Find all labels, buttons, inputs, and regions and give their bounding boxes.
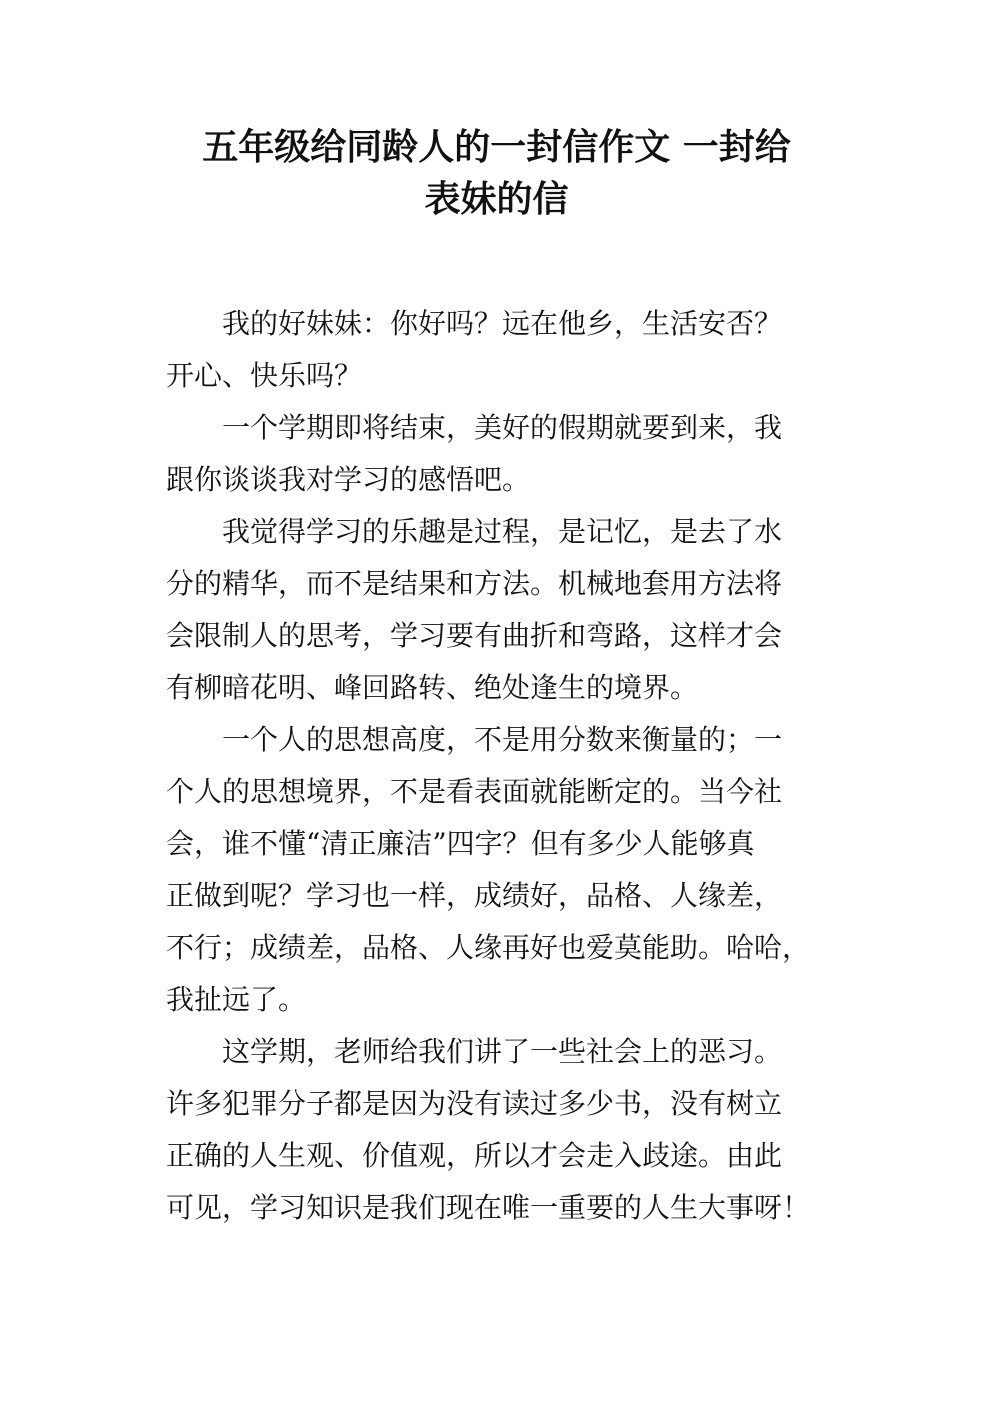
paragraph bbox=[166, 714, 830, 1026]
document-title bbox=[150, 122, 843, 226]
text-line: 不行；成绩差，品格、人缘再好也爱莫能助。哈哈， bbox=[166, 931, 811, 964]
text-line: 正做到呢？学习也一样，成绩好，品格、人缘差， bbox=[166, 879, 783, 912]
text-line: 跟你谈谈我对学习的感悟吧。 bbox=[166, 463, 531, 496]
title-line: 表妹的信 bbox=[424, 179, 569, 220]
text-line: 会，谁不懂“清正廉洁”四字？但有多少人能够真 bbox=[166, 827, 755, 860]
text-line: 我的好妹妹：你好吗？远在他乡，生活安否？ bbox=[222, 307, 783, 340]
letter-body bbox=[166, 298, 830, 1234]
text-line: 开心、快乐吗？ bbox=[166, 359, 363, 392]
text-line: 这学期，老师给我们讲了一些社会上的恶习。 bbox=[222, 1035, 783, 1068]
paragraph bbox=[166, 1026, 830, 1234]
text-line: 会限制人的思考，学习要有曲折和弯路，这样才会 bbox=[166, 619, 783, 652]
text-line: 正确的人生观、价值观，所以才会走入歧途。由此 bbox=[166, 1139, 783, 1172]
text-line: 可见，学习知识是我们现在唯一重要的人生大事呀！ bbox=[166, 1191, 811, 1224]
text-line: 分的精华，而不是结果和方法。机械地套用方法将 bbox=[166, 567, 783, 600]
text-line: 个人的思想境界，不是看表面就能断定的。当今社 bbox=[166, 775, 783, 808]
paragraph bbox=[166, 402, 830, 506]
text-line: 我扯远了。 bbox=[166, 983, 307, 1016]
paragraph bbox=[166, 298, 830, 402]
paragraph bbox=[166, 506, 830, 714]
text-line: 一个学期即将结束，美好的假期就要到来，我 bbox=[222, 411, 783, 444]
text-line: 有柳暗花明、峰回路转、绝处逢生的境界。 bbox=[166, 671, 699, 704]
title-line: 五年级给同龄人的一封信作文 一封给 bbox=[202, 127, 791, 168]
text-line: 我觉得学习的乐趣是过程，是记忆，是去了水 bbox=[222, 515, 783, 548]
text-line: 一个人的思想高度，不是用分数来衡量的；一 bbox=[222, 723, 783, 756]
text-line: 许多犯罪分子都是因为没有读过多少书，没有树立 bbox=[166, 1087, 783, 1120]
